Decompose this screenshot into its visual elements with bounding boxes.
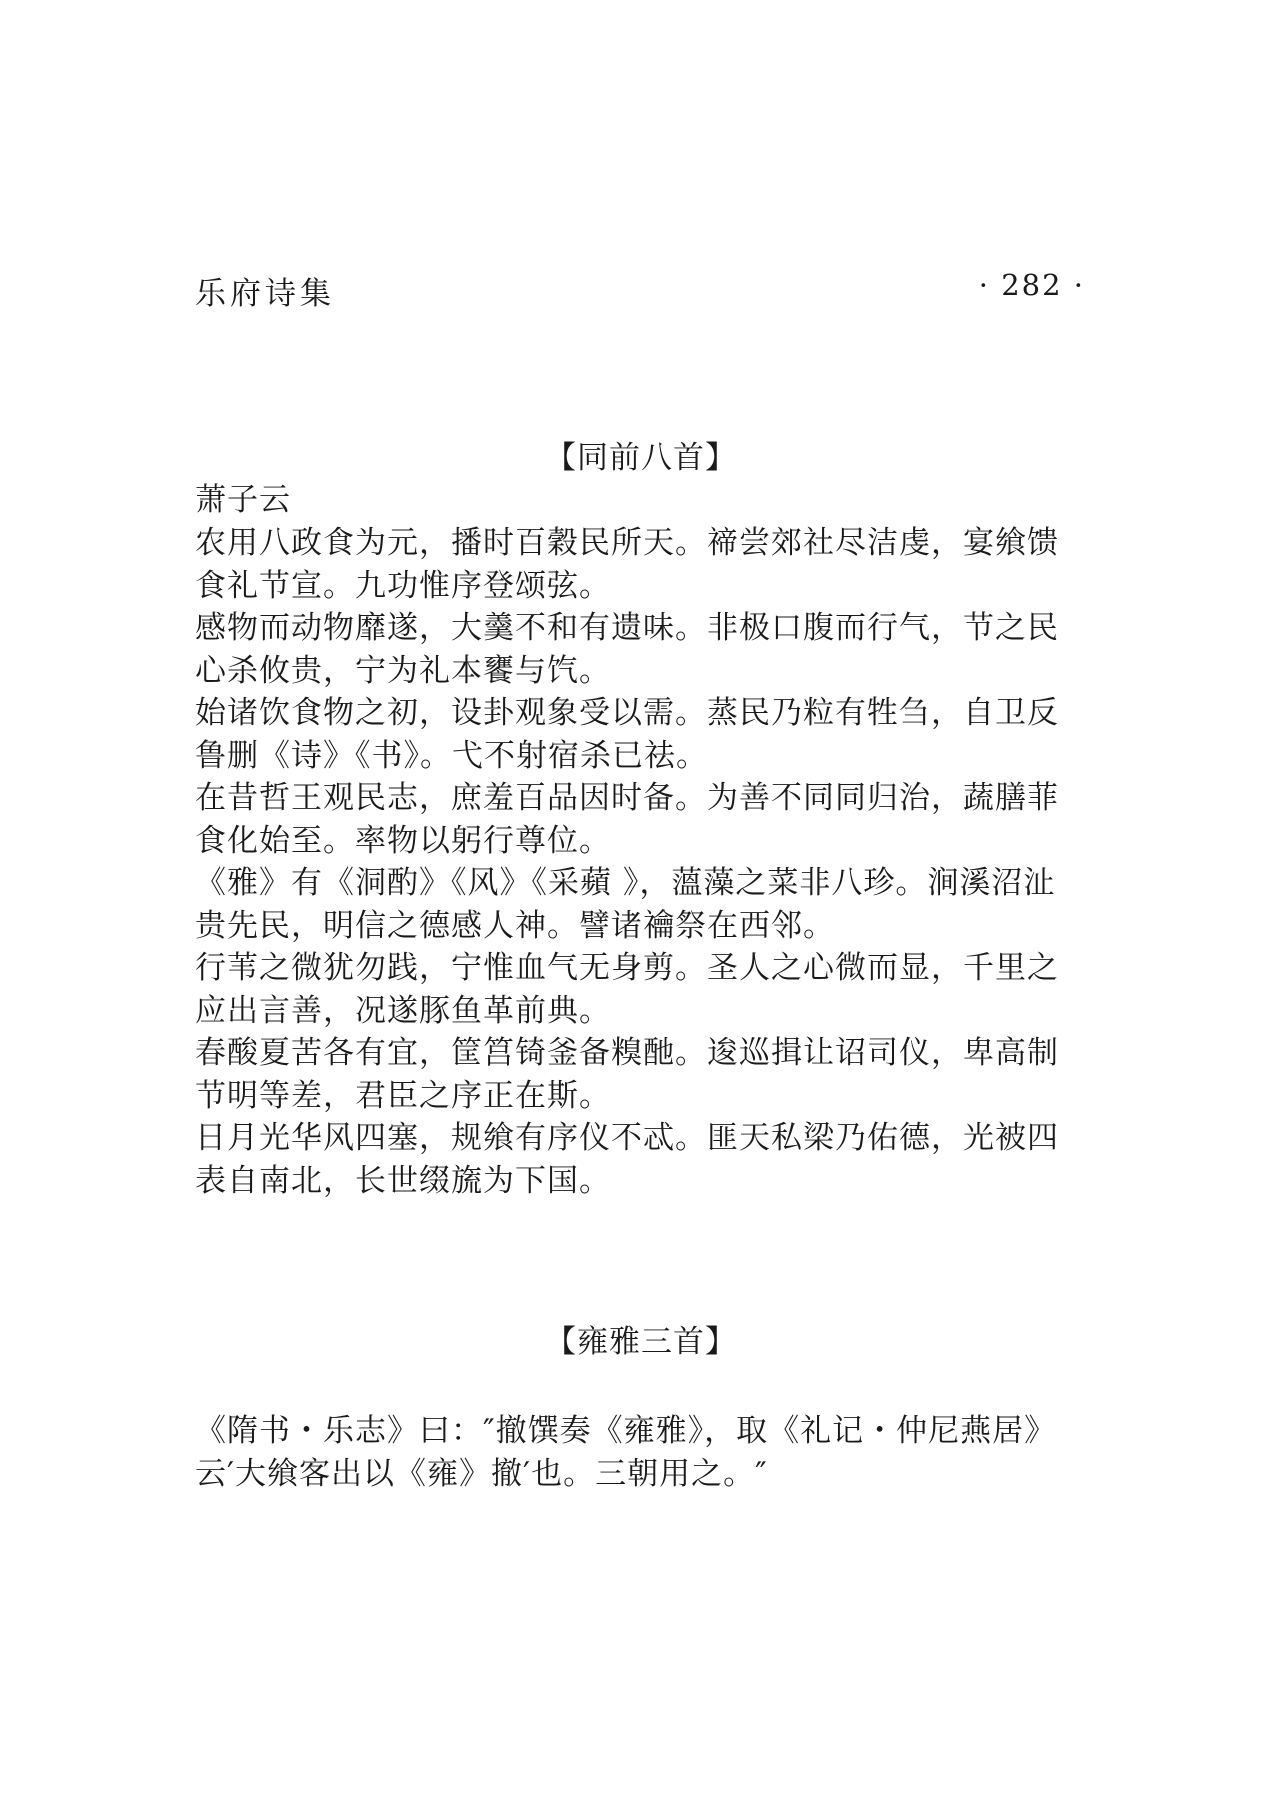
stanza-6: 行苇之微犹勿践，宁惟血气无身剪。圣人之心微而显，千里之应出言善，况遂豚鱼革前典。 <box>195 950 1059 1029</box>
stanza-5: 《雅》有《洞酌》《风》《采蘋 》，薀藻之菜非八珍。涧溪沼沚贵先民，明信之德感人神。譬诸禴祭在西邻。 <box>195 865 1056 944</box>
stanza-7: 春酸夏苦各有宜，筐筥锜釜备糗酏。逡巡揖让诏司仪，卑高制节明等差，君臣之序正在斯。 <box>195 1035 1059 1114</box>
stanza-1: 农用八政食为元，播时百穀民所天。禘尝郊社尽洁虔，宴飨馈食礼节宣。九功惟序登颂弦。 <box>195 525 1059 604</box>
stanza-3: 始诸饮食物之初，设卦观象受以需。蒸民乃粒有牲刍，自卫反鲁删《诗》《书》。弋不射宿杀已祛。 <box>195 695 1059 774</box>
page-header <box>195 268 1085 312</box>
section-title-tongqian: 【同前八首】 <box>545 440 737 476</box>
stanza-2: 感物而动物靡遂，大羹不和有遗味。非极口腹而行气，节之民心杀攸贵，宁为礼本饔与饩。 <box>195 610 1059 689</box>
book-title: 乐府诗集 <box>195 276 335 312</box>
poem-body <box>195 522 1087 1202</box>
stanza-8: 日月光华风四塞，规飨有序仪不忒。匪天私梁乃佑德，光被四表自南北，长世缀旒为下国。 <box>195 1120 1059 1199</box>
page-number: · 282 · <box>978 268 1085 302</box>
stanza-4: 在昔哲王观民志，庶羞百品因时备。为善不同同归治，蔬膳菲食化始至。率物以躬行尊位。 <box>195 780 1059 859</box>
section-intro <box>195 1410 1087 1495</box>
intro-paragraph: 《隋书・乐志》曰：″撤馔奏《雍雅》，取《礼记・仲尼燕居》云′大飨客出以《雍》撤′也。三朝用之。″ <box>195 1413 1057 1492</box>
author-name: 萧子云 <box>195 482 291 518</box>
section-title-yongya: 【雍雅三首】 <box>545 1324 737 1360</box>
